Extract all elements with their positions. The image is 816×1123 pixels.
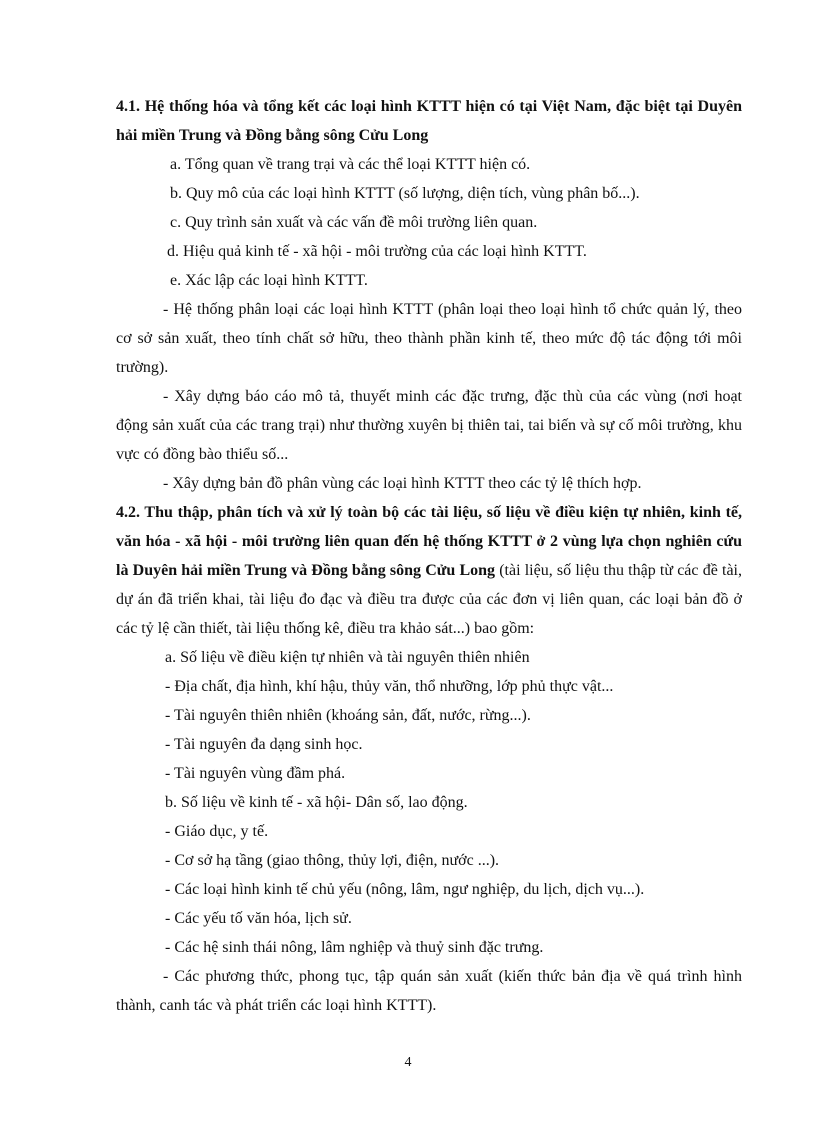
item-d: d. Hiệu quả kinh tế - xã hội - môi trường của các loại hình KTTT. <box>167 243 587 260</box>
item-lagoon: - Tài nguyên vùng đầm phá. <box>165 765 346 782</box>
page-number: 4 <box>404 1055 412 1070</box>
item-ecosystems: - Các hệ sinh thái nông, lâm nghiệp và thuỷ sinh đặc trưng. <box>165 939 544 956</box>
item-geology: - Địa chất, địa hình, khí hậu, thủy văn, thổ nhưỡng, lớp phủ thực vật... <box>165 678 614 695</box>
section-4-1-heading: 4.1. Hệ thống hóa và tổng kết các loại hình KTTT hiện có tại Việt Nam, đặc biệt tại Duyên hải miền Trung và Đồng bằng sông Cửu Long <box>116 98 742 144</box>
document-page <box>116 92 742 1020</box>
item-natural-data: a. Số liệu về điều kiện tự nhiên và tài nguyên thiên nhiên <box>165 649 530 666</box>
section-4-2-description: (tài liệu, số liệu thu thập từ các đề tài, dự án đã triển khai, tài liệu đo đạc và điều tra được của các đơn vị liên quan, các loại bản đồ ở các tỷ lệ cần thiết, tài liệu thống kê, điều tra khảo sát...) bao gồm: <box>116 562 742 637</box>
item-infrastructure: - Cơ sở hạ tầng (giao thông, thủy lợi, điện, nước ...). <box>165 852 500 869</box>
item-c: c. Quy trình sản xuất và các vấn đề môi trường liên quan. <box>170 214 538 231</box>
item-culture: - Các yếu tố văn hóa, lịch sử. <box>165 910 352 927</box>
item-a: a. Tổng quan về trang trại và các thể loại KTTT hiện có. <box>170 156 531 173</box>
item-biodiversity: - Tài nguyên đa dạng sinh học. <box>165 736 363 753</box>
paragraph-classification: - Hệ thống phân loại các loại hình KTTT (phân loại theo loại hình tổ chức quản lý, theo cơ sở sản xuất, theo tính chất sở hữu, theo thành phần kinh tế, theo mức độ tác động tới môi trường). <box>116 301 742 376</box>
item-natural-resources: - Tài nguyên thiên nhiên (khoáng sản, đất, nước, rừng...). <box>165 707 531 724</box>
item-economy-types: - Các loại hình kinh tế chủ yếu (nông, lâm, ngư nghiệp, du lịch, dịch vụ...). <box>165 881 645 898</box>
paragraph-production-methods: - Các phương thức, phong tục, tập quán sản xuất (kiến thức bản địa về quá trình hình thành, canh tác và phát triển các loại hình KTTT). <box>116 968 742 1014</box>
item-education: - Giáo dục, y tế. <box>165 823 269 840</box>
section-4-2-heading <box>116 498 742 643</box>
item-socioeconomic-data: b. Số liệu về kinh tế - xã hội- Dân số, lao động. <box>165 794 468 811</box>
paragraph-map: - Xây dựng bản đồ phân vùng các loại hình KTTT theo các tỷ lệ thích hợp. <box>163 475 642 492</box>
section-4-2-title: 4.2. Thu thập, phân tích và xử lý toàn bộ các tài liệu, số liệu về điều kiện tự nhiên, kinh tế, văn hóa - xã hội - môi trường liên quan đến hệ thống KTTT ở 2 vùng lựa chọn nghiên cứu là Duyên hải miền Trung và Đồng bằng sông Cửu Long <box>116 504 742 579</box>
item-b: b. Quy mô của các loại hình KTTT (số lượng, diện tích, vùng phân bố...). <box>170 185 640 202</box>
paragraph-report: - Xây dựng báo cáo mô tả, thuyết minh các đặc trưng, đặc thù của các vùng (nơi hoạt động sản xuất của các trang trại) như thường xuyên bị thiên tai, tai biến và sự cố môi trường, khu vực có đồng bào thiểu số... <box>116 388 742 463</box>
item-e: e. Xác lập các loại hình KTTT. <box>170 272 368 289</box>
